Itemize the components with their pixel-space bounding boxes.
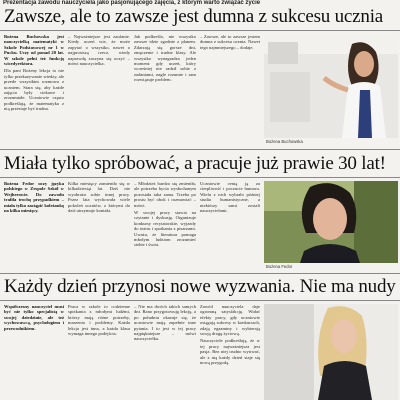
article-2-col-3: [134, 181, 196, 271]
article-1-para-3: Jak podkreśla, nie wszystko zawsze idzie zgodnie z planem. Zdarzają się gorsze dni, zmęczenie i trudne klasy. Ale wszystko wynagradza jeden moment: gdy uczeń, który wcześniej nie radził sobie z zadaniami, nagle rozumie i sam rozwiązuje problem.: [134, 34, 196, 83]
article-2-para-1: Kilka miesięcy zamieniło się w kilkadziesiąt lat. Dziś nie wyobraża sobie innej pracy. Przez lata wychowała wiele pokoleń uczniów, z którymi do dziś utrzymuje kontakt.: [68, 181, 130, 214]
article-1-col-2: [68, 34, 130, 144]
headline-3: Każdy dzień przynosi nowe wyzwania. Nie ma nudy: [4, 276, 396, 297]
divider: [0, 149, 400, 150]
photo-1-image: [264, 34, 398, 138]
photo-blonde-woman: [264, 304, 398, 400]
article-3-para-2: – Nie ma dwóch takich samych dni. Rano przygotowuję lekcję, a po południu okazuje się, że uczniowie mają zupełnie inne pytania. I to jest w tej pracy najpiękniejsze – mówi nauczycielka.: [134, 304, 196, 342]
headline-2: Miała tylko spróbować, a pracuje już prawie 30 lat!: [4, 153, 386, 174]
article-2-col-2: [68, 181, 130, 271]
article-3-para-4: Nauczyciele podkreślają, że w tej pracy najważniejsza jest pasja. Bez niej trudno wytrwać, ale z nią każdy dzień staje się nową przygodą.: [200, 338, 260, 366]
article-2-lead: Bożena Fedor uczy języka polskiego w Zespole Szkół w Wejherowie. Do zawodu trafiła trochę przypadkiem – miała tylko zastąpić koleżankę na kilka miesięcy.: [4, 181, 64, 214]
top-tagline: Prezentacja zawodu nauczyciela jako pasjonującego zajęcia, z którym warto związać życie: [3, 0, 261, 6]
photo-caption-1: Bożena Buchowska: [266, 139, 303, 144]
article-3-para-3: Zawód nauczyciela daje ogromną satysfakcję. Widać efekty pracy, gdy uczniowie osiągają sukcesy w konkursach, zdają egzaminy i wybierają swoją drogę życiową.: [200, 304, 260, 337]
article-2-para-3: W swojej pracy stawia na czytanie i dyskusję. Organizuje konkursy recytatorskie, wyjazdy do teatru i spotkania z pisarzami. Uważa, że literatura pomaga młodym ludziom zrozumieć siebie i świat.: [134, 210, 196, 248]
article-3-col-1: [4, 304, 64, 400]
photo-woman-presenting: [264, 34, 398, 138]
article-3-col-4: [200, 304, 260, 400]
article-1-col-3: [134, 34, 196, 144]
article-1-para-1: Dla pani Bożeny lekcja to nie tylko przekazywanie wiedzy, ale przede wszystkim rozmowa z uczniem. Stara się, aby każde zajęcia były ciekawe i zrozumiałe. Uczniowie często podkreślają, że matematyka z nią przestaje być trudna.: [4, 68, 64, 112]
article-3-lead: Współczesny nauczyciel musi być nie tylko specjalistą w swojej dziedzinie, ale też wychowawcą, psychologiem i przewodnikiem.: [4, 304, 64, 331]
photo-3-image: [264, 304, 398, 400]
divider: [0, 30, 400, 31]
headline-1: Zawsze, ale to zawsze jest dumna z sukcesu ucznia: [4, 6, 384, 27]
article-2-col-1: [4, 181, 64, 271]
divider: [0, 300, 400, 301]
divider: [0, 177, 400, 178]
article-2-col-4: [200, 181, 260, 271]
article-3-para-1: Praca w szkole to codzienne spotkania z młodymi ludźmi, którzy mają różne potrzeby, marzenia i problemy. Każda lekcja jest inna, a każda klasa wymaga innego podejścia.: [68, 304, 130, 337]
divider: [0, 273, 400, 274]
article-1-para-4: – Zawsze, ale to zawsze jestem dumna z sukcesu ucznia. Nawet tego najmniejszego – dodaje.: [200, 34, 260, 50]
article-2-para-2: – Młodzież bardzo się zmieniła, ale potrzeba bycia wysłuchanym pozostała taka sama. Trzeba po prostu być obok i rozmawiać – mówi.: [134, 181, 196, 208]
article-1-col-1: [4, 34, 64, 144]
photo-woman-portrait: [264, 181, 398, 263]
article-1-para-2: – Najważniejsze jest zaufanie. Kiedy uczeń wie, że może zapytać o wszystko, nawet o najprostszą rzecz, wtedy naprawdę zaczyna się uczyć – mówi nauczycielka.: [68, 34, 130, 67]
article-1-col-4: [200, 34, 260, 144]
article-3-col-3: [134, 304, 196, 400]
article-3-col-2: [68, 304, 130, 400]
photo-2-image: [264, 181, 398, 263]
article-1-lead: Bożena Buchowska jest nauczycielką matematyki w Szkole Podstawowej nr 1 w Pucku. Uczy od ponad 20 lat. W szkole pełni też funkcję wicedyrektora.: [4, 34, 64, 67]
photo-caption-2: Bożena Fedor: [266, 264, 293, 269]
article-2-para-4: Uczniowie cenią ją za cierpliwość i poczucie humoru. Wielu z nich wybrało później studia humanistyczne, a niektórzy sami zostali nauczycielami.: [200, 181, 260, 214]
